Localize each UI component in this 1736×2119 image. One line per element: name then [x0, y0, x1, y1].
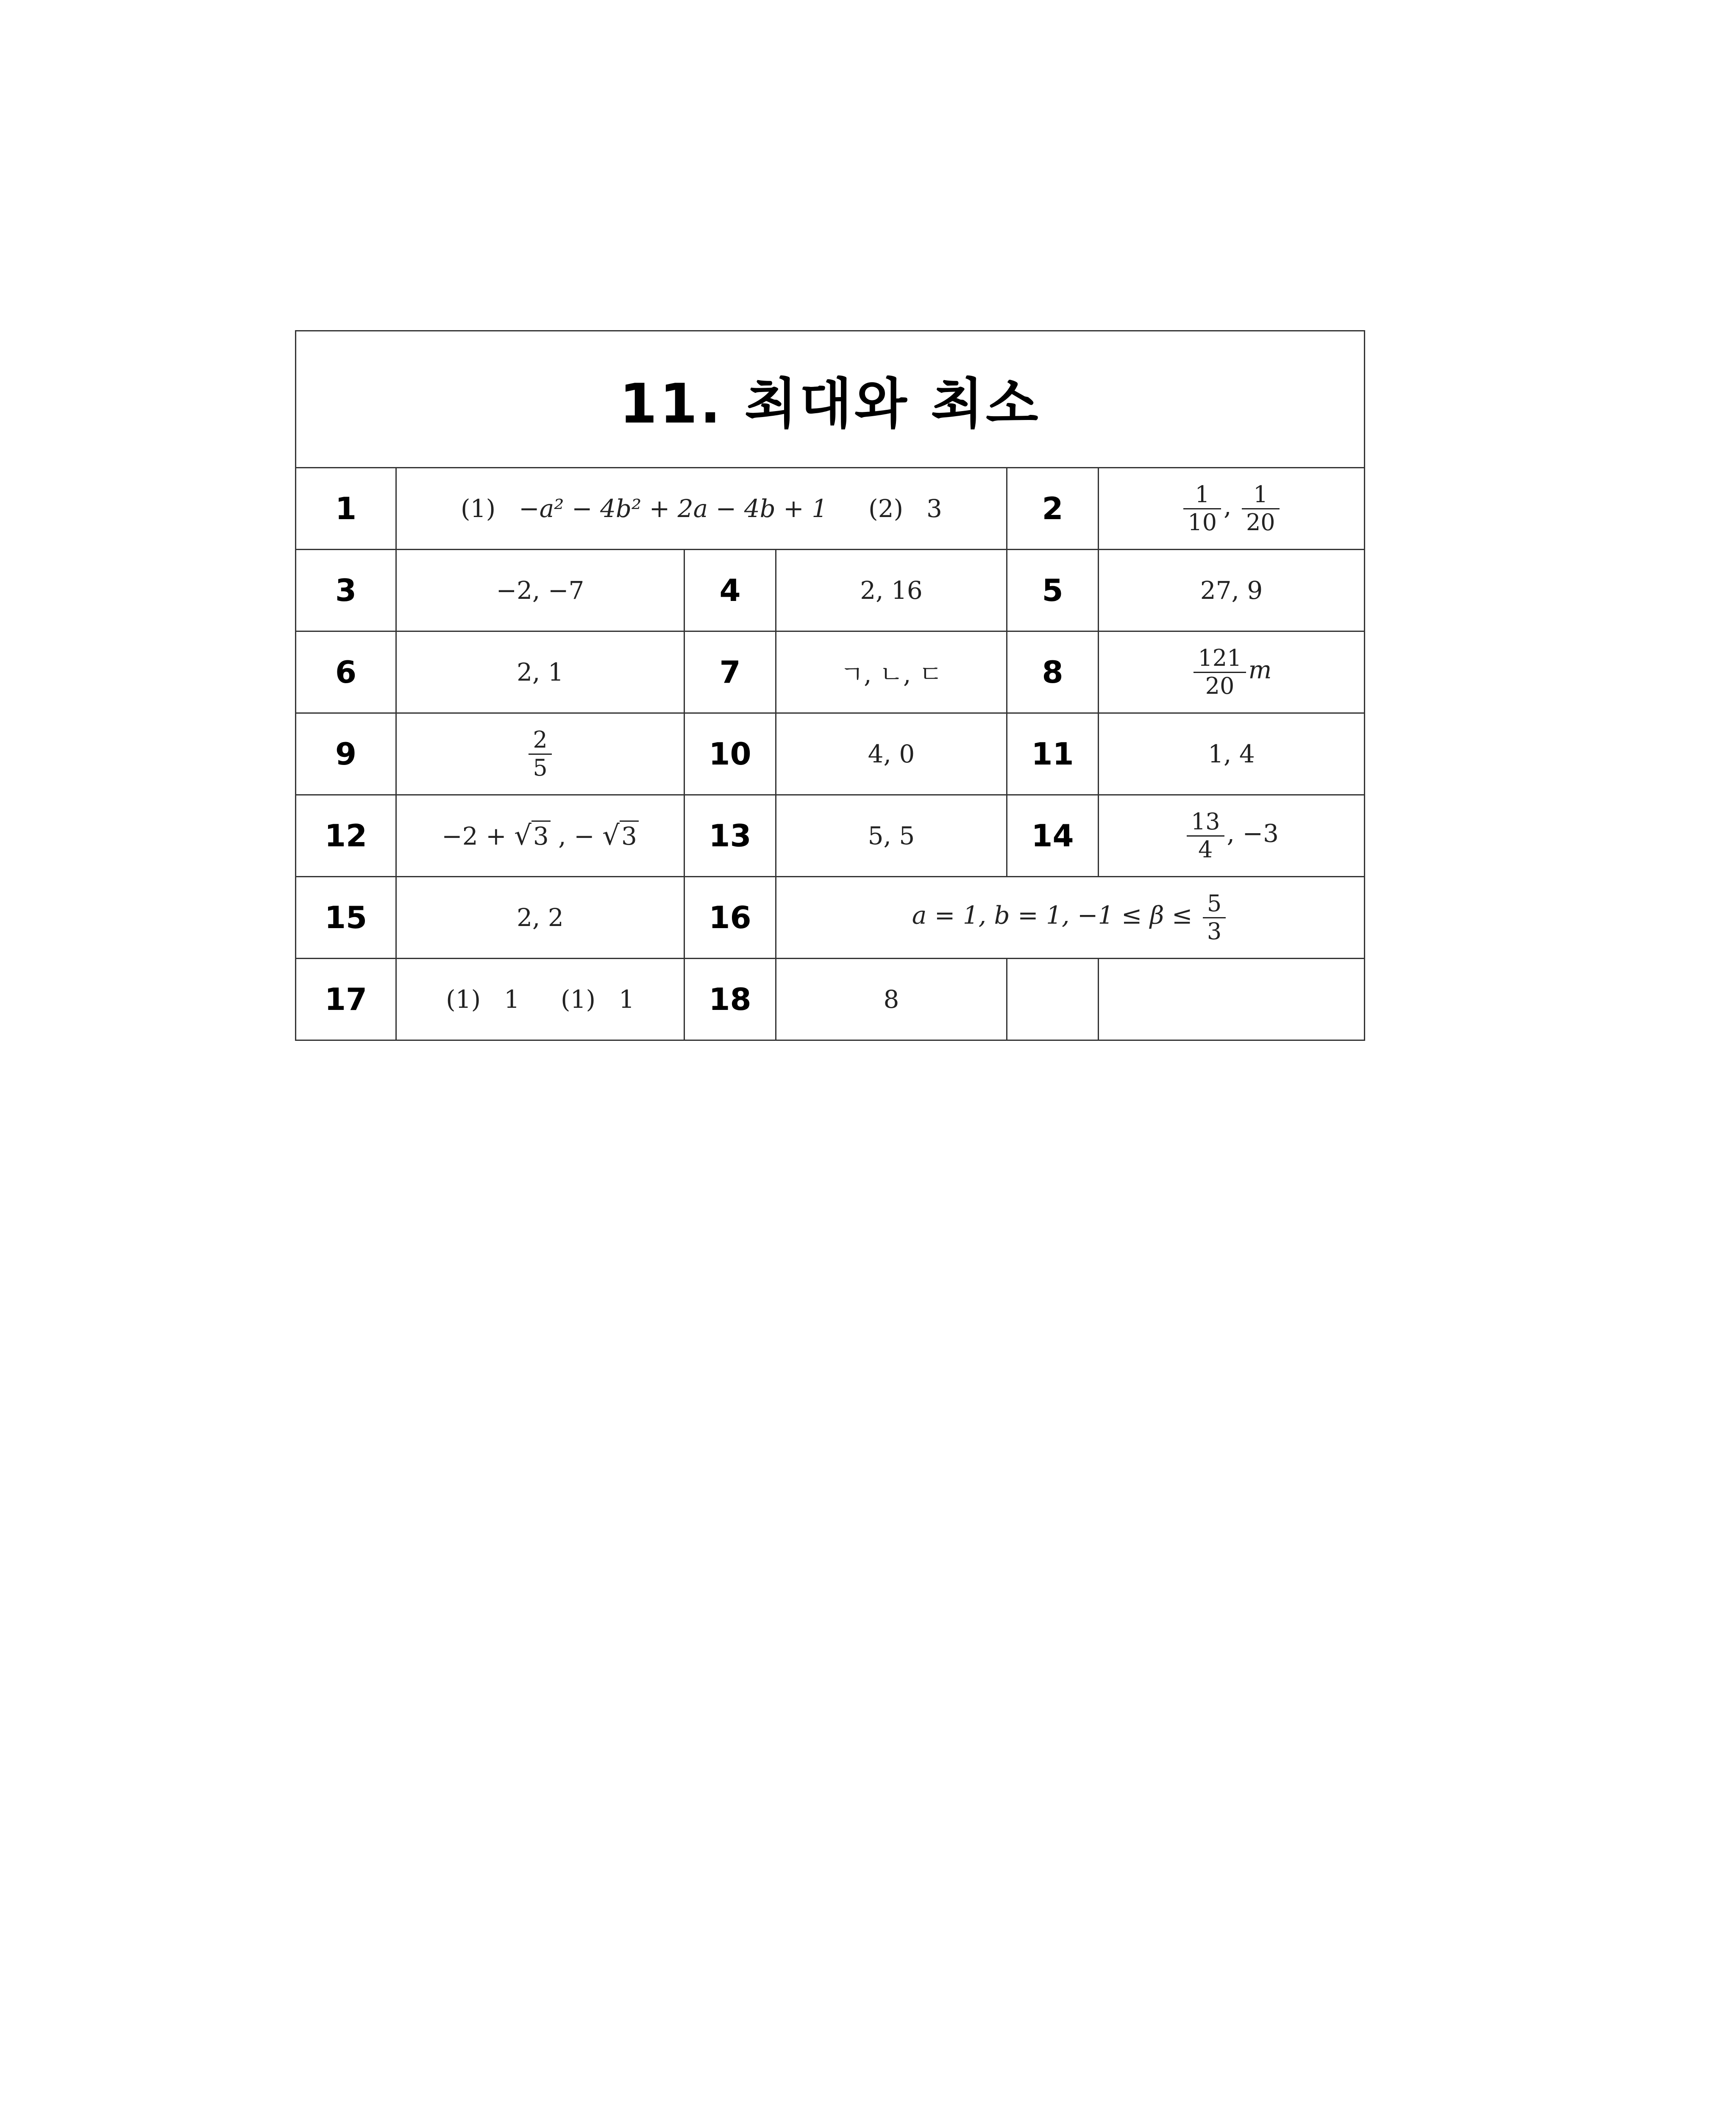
answer-value: 1	[504, 985, 520, 1014]
page-title: 11. 최대와 최소	[619, 373, 1041, 436]
question-number: 17	[296, 959, 396, 1040]
answer-cell: 2, 2	[396, 877, 684, 959]
answer-cell: 8	[776, 959, 1007, 1040]
sqrt-sign: √	[602, 820, 620, 851]
fraction	[1242, 481, 1280, 535]
answer-cell	[1099, 795, 1365, 877]
answer-cell: 2, 1	[396, 631, 684, 713]
answer-cell: 2, 16	[776, 550, 1007, 631]
fraction	[1194, 645, 1246, 699]
answer-cell: 4, 0	[776, 713, 1007, 795]
question-number: 14	[1007, 795, 1099, 877]
question-number: 3	[296, 550, 396, 631]
question-number: 2	[1007, 468, 1099, 550]
fraction	[1187, 809, 1224, 862]
question-number: 1	[296, 468, 396, 550]
separator: ,	[1224, 492, 1232, 521]
question-number: 8	[1007, 631, 1099, 713]
answer-cell	[396, 468, 1007, 550]
answer-mid: , −	[558, 822, 595, 851]
question-number: 18	[684, 959, 776, 1040]
fraction-numerator: 2	[529, 727, 551, 754]
part-label: (1)	[446, 985, 481, 1014]
part-label: (1)	[560, 985, 596, 1014]
answer-cell: 5, 5	[776, 795, 1007, 877]
question-number: 16	[684, 877, 776, 959]
unit: m	[1248, 656, 1272, 685]
fraction-denominator: 4	[1198, 836, 1213, 863]
sqrt-argument: 3	[620, 820, 639, 851]
answer-cell	[1099, 468, 1365, 550]
answer-expression: −a² − 4b² + 2a − 4b + 1	[519, 494, 828, 523]
answer-value: 3	[926, 494, 942, 523]
answer-table	[295, 330, 1365, 1041]
table-row	[296, 959, 1365, 1040]
fraction-denominator: 10	[1188, 509, 1217, 536]
answer-suffix: , −3	[1227, 819, 1279, 848]
question-number: 7	[684, 631, 776, 713]
title-cell	[296, 331, 1365, 468]
fraction-numerator: 5	[1203, 890, 1226, 918]
question-number: 5	[1007, 550, 1099, 631]
question-number: 4	[684, 550, 776, 631]
sqrt-argument: 3	[531, 820, 551, 851]
answer-cell	[776, 877, 1365, 959]
question-number: 10	[684, 713, 776, 795]
fraction-numerator: 1	[1242, 481, 1280, 509]
empty-cell	[1099, 959, 1365, 1040]
answer-cell	[396, 713, 684, 795]
fraction-numerator: 1	[1183, 481, 1221, 509]
fraction-numerator: 121	[1194, 645, 1246, 673]
table-row	[296, 631, 1365, 713]
fraction-denominator: 3	[1207, 918, 1222, 945]
answer-expression: a = 1, b = 1, −1 ≤ β ≤	[912, 901, 1193, 930]
table-row	[296, 550, 1365, 631]
fraction	[529, 727, 551, 781]
fraction-denominator: 5	[533, 754, 548, 781]
fraction	[1183, 481, 1221, 535]
sqrt-sign: √	[514, 820, 531, 851]
fraction-numerator: 13	[1187, 809, 1224, 836]
question-number: 12	[296, 795, 396, 877]
question-number: 13	[684, 795, 776, 877]
answer-cell: ㄱ, ㄴ, ㄷ	[776, 631, 1007, 713]
part-label: (1)	[461, 494, 496, 523]
fraction-denominator: 20	[1246, 509, 1275, 536]
table-row	[296, 795, 1365, 877]
empty-cell	[1007, 959, 1099, 1040]
answer-cell: 1, 4	[1099, 713, 1365, 795]
question-number: 9	[296, 713, 396, 795]
fraction	[1203, 890, 1226, 944]
table-row	[296, 468, 1365, 550]
question-number: 11	[1007, 713, 1099, 795]
table-row	[296, 713, 1365, 795]
answer-value: 1	[618, 985, 634, 1014]
answer-cell	[396, 795, 684, 877]
table-row	[296, 877, 1365, 959]
answer-cell: −2, −7	[396, 550, 684, 631]
fraction-denominator: 20	[1205, 672, 1235, 699]
question-number: 15	[296, 877, 396, 959]
answer-cell	[1099, 631, 1365, 713]
answer-cell: 27, 9	[1099, 550, 1365, 631]
answer-prefix: −2 +	[442, 822, 506, 851]
question-number: 6	[296, 631, 396, 713]
part-label: (2)	[868, 494, 904, 523]
answer-cell	[396, 959, 684, 1040]
